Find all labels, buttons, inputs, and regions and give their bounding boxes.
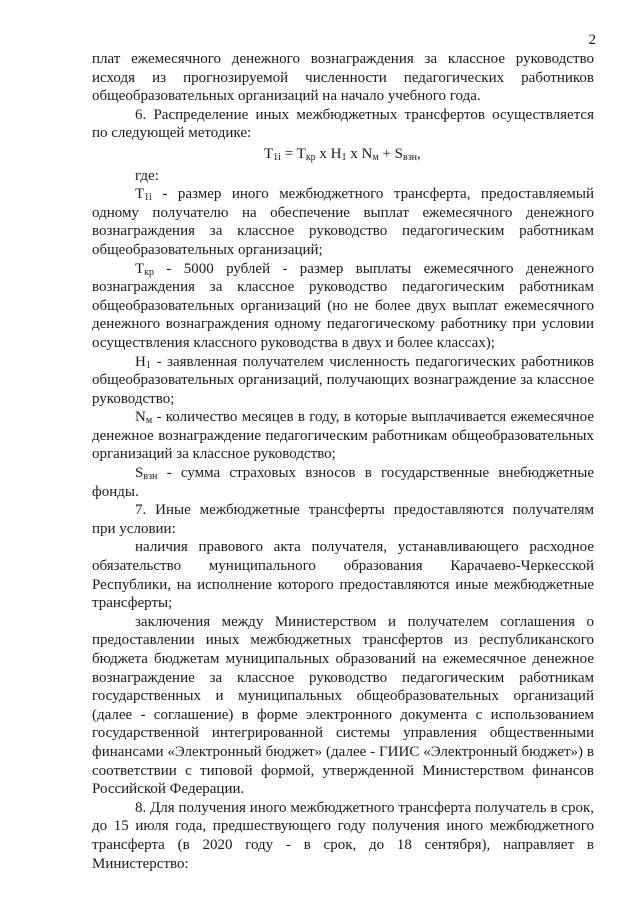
formula-x1: x H bbox=[315, 145, 342, 162]
def-symbol: S bbox=[135, 465, 144, 482]
paragraph-7: 7. Иные межбюджетные трансферты предоставляются получателям при условии: bbox=[92, 502, 594, 537]
paragraph-continuation: плат ежемесячного денежного вознаграждения за классное руководство исходя из прогнозируемой численности педагогических работников общеобразовательных организаций на начало учебного года. bbox=[92, 51, 594, 105]
def-symbol: N bbox=[135, 409, 146, 426]
formula-n-sub: м bbox=[372, 151, 379, 163]
def-subscript: 1i bbox=[144, 192, 152, 204]
paragraph-6: 6. Распределение иных межбюджетных трансфертов осуществляется по следующей методике: bbox=[92, 106, 594, 142]
def-text: - сумма страховых взносов в государственные внебюджетные фонды. bbox=[92, 465, 594, 500]
definition-tkr bbox=[92, 260, 594, 353]
formula-x2: x N bbox=[346, 145, 373, 162]
def-text: - размер иного межбюджетного трансферта, предоставляемый одному получателю на обеспечение выплат ежемесячного денежного вознаграждения за классное руководство педагогическим работникам общеобразовательных организаций; bbox=[92, 186, 594, 258]
paragraph-8: 8. Для получения иного межбюджетного трансферта получатель в срок, до 15 июля года, предшествующего году получения иного межбюджетного трансферта (в 2020 году - в срок, до 18 сентября), направляет в Министерство: bbox=[92, 799, 594, 872]
formula bbox=[92, 145, 594, 164]
formula-eq: = T bbox=[280, 145, 306, 162]
def-subscript: взн bbox=[143, 471, 158, 483]
def-text: - 5000 рублей - размер выплаты ежемесячного денежного вознаграждения за классное руководство педагогическим работникам общеобразовательных организаций (но не более двух выплат ежемесячного денежного вознаграждения одному педагогическому работнику при условии осуществления классного руководства в двух и более классах); bbox=[92, 260, 594, 351]
def-symbol: T bbox=[135, 186, 145, 203]
definition-h1 bbox=[92, 353, 594, 409]
def-symbol: T bbox=[135, 260, 145, 277]
definition-t1i bbox=[92, 185, 594, 259]
where-label: где: bbox=[135, 167, 159, 184]
def-subscript: кр bbox=[144, 266, 155, 278]
formula-t: T bbox=[264, 145, 274, 162]
formula-h-sub: 1 bbox=[341, 151, 347, 163]
def-subscript: м bbox=[145, 415, 153, 427]
formula-tkr-sub: кр bbox=[305, 151, 316, 163]
formula-t-sub: 1i bbox=[273, 151, 281, 163]
def-text: - заявленная получателем численность педагогических работников общеобразовательных организаций, получающих вознаграждение за классное руководство; bbox=[92, 353, 594, 407]
def-subscript: 1 bbox=[145, 359, 151, 371]
definition-nm bbox=[92, 408, 594, 464]
paragraph-7-condition-2: заключения между Министерством и получателем соглашения о предоставлении иных межбюджетных трансфертов из республиканского бюджета бюджетам муниципальных образований на ежемесячное денежное вознаграждение за классное руководство педагогическим работникам государственных и муниципальных общеобразовательных организаций (далее - соглашение) в форме электронного документа с использованием государственной интегрированной системы управления общественными финансами «Электронный бюджет» (далее - ГИИС «Электронный бюджет») в соответствии с типовой формой, утвержденной Министерством финансов Российской Федерации. bbox=[92, 613, 594, 798]
formula-plus: + S bbox=[378, 145, 403, 162]
formula-end: , bbox=[417, 145, 421, 162]
definition-svzn bbox=[92, 464, 594, 501]
formula-s-sub: взн bbox=[403, 151, 418, 163]
document-body bbox=[92, 50, 594, 873]
paragraph-7-condition-1: наличия правового акта получателя, устанавливающего расходное обязательство муниципального образования Карачаево-Черкесской Республики, на исполнение которого предоставляются иные межбюджетные трансферты; bbox=[92, 539, 594, 612]
def-text: - количество месяцев в году, в которые выплачивается ежемесячное денежное вознаграждение педагогическим работникам общеобразовательных организаций за классное руководство; bbox=[92, 409, 594, 463]
page-number: 2 bbox=[588, 32, 596, 48]
def-symbol: H bbox=[135, 353, 146, 370]
